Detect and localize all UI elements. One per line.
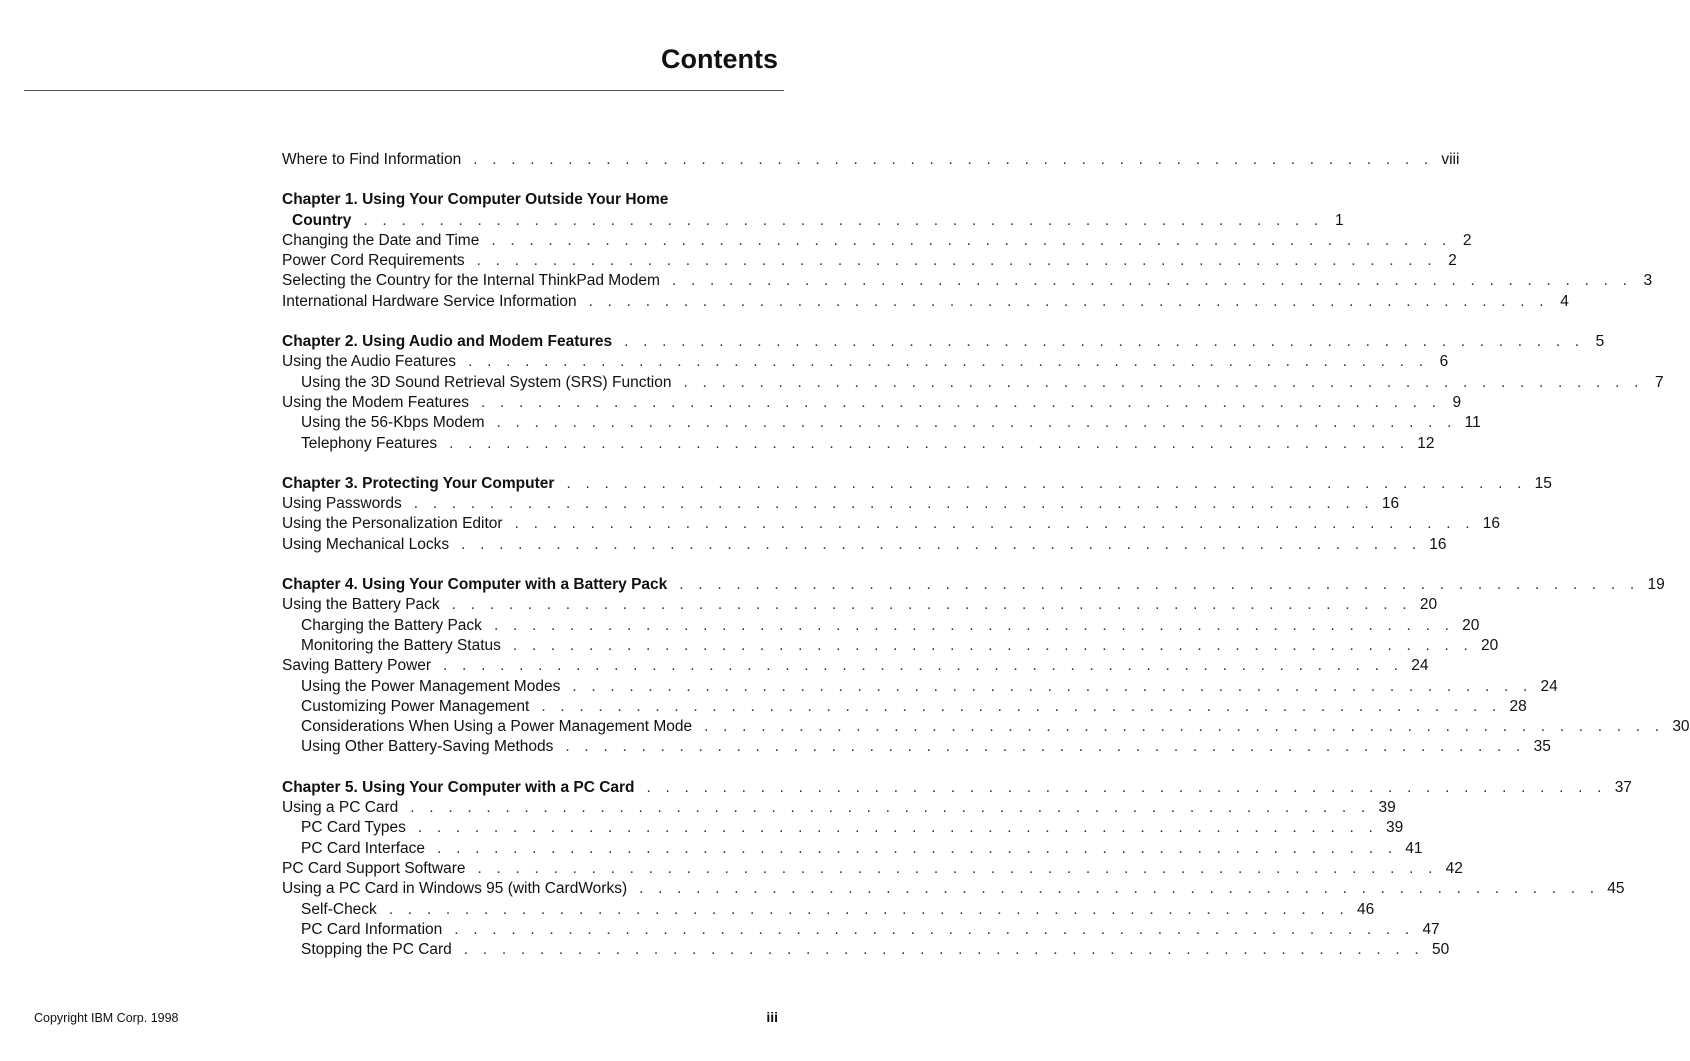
chapter-page: 19 <box>1647 576 1665 594</box>
toc-chapter-2 <box>282 332 1664 454</box>
dot-leader: . . . . . . . . . . . . . . . . . . . . . . . . . . . . . . . . . . . . . . . . . . . . . . . . . . . <box>461 535 1422 553</box>
toc-entry-page: 30 <box>1672 718 1690 736</box>
toc-entry-title: Changing the Date and Time <box>282 231 480 249</box>
dot-leader: . . . . . . . . . . . . . . . . . . . . . . . . . . . . . . . . . . . . . . . . . . . . . . . . . . . <box>363 211 1324 229</box>
toc-intro-group <box>282 150 1460 170</box>
toc-entry-title: Using a PC Card in Windows 95 (with CardWorks) <box>282 880 628 898</box>
dot-leader: . . . . . . . . . . . . . . . . . . . . . . . . . . . . . . . . . . . . . . . . . . . . . . . . . . . <box>480 393 1442 411</box>
toc-entry-title: Using Mechanical Locks <box>282 535 450 553</box>
dot-leader: . . . . . . . . . . . . . . . . . . . . . . . . . . . . . . . . . . . . . . . . . . . . . . . . . . . <box>410 799 1371 817</box>
toc-entry[interactable] <box>282 251 1457 271</box>
toc-subentry[interactable] <box>282 697 1527 717</box>
toc-subentry[interactable] <box>282 616 1480 636</box>
table-of-contents <box>282 150 1690 980</box>
toc-entry-page: 16 <box>1482 515 1500 533</box>
toc-subentry[interactable] <box>282 818 1404 838</box>
chapter-page: 37 <box>1614 778 1632 796</box>
toc-entry-title: Using the Personalization Editor <box>282 515 503 533</box>
toc-entry-page: 9 <box>1452 393 1462 411</box>
dot-leader: . . . . . . . . . . . . . . . . . . . . . . . . . . . . . . . . . . . . . . . . . . . . . . . . . . . <box>679 576 1640 594</box>
toc-entry[interactable] <box>282 150 1460 170</box>
chapter-page: 5 <box>1595 333 1605 351</box>
toc-entry-page: 42 <box>1445 859 1463 877</box>
toc-entry-page: viii <box>1441 151 1460 168</box>
toc-entry[interactable] <box>282 494 1400 514</box>
dot-leader: . . . . . . . . . . . . . . . . . . . . . . . . . . . . . . . . . . . . . . . . . . . . . . . . . . . <box>565 738 1526 756</box>
chapter-title: Chapter 3. Protecting Your Computer <box>282 474 555 492</box>
dot-leader: . . . . . . . . . . . . . . . . . . . . . . . . . . . . . . . . . . . . . . . . . . . . . . . . . . . <box>443 657 1404 675</box>
header-rule <box>24 90 784 91</box>
toc-entry-title: Saving Battery Power <box>282 657 432 675</box>
dot-leader: . . . . . . . . . . . . . . . . . . . . . . . . . . . . . . . . . . . . . . . . . . . . . . . . . . . <box>493 616 1455 634</box>
toc-entry[interactable] <box>282 231 1472 251</box>
toc-entry[interactable] <box>282 271 1653 291</box>
toc-entry-page: 50 <box>1431 941 1450 959</box>
toc-entry-title: Power Cord Requirements <box>282 252 465 270</box>
toc-entry-page: 24 <box>1540 677 1558 695</box>
chapter-title-continued: Country <box>292 211 352 229</box>
dot-leader: . . . . . . . . . . . . . . . . . . . . . . . . . . . . . . . . . . . . . . . . . . . . . . . . . . . <box>476 252 1437 270</box>
toc-entry-title: PC Card Interface <box>301 839 426 857</box>
toc-entry-page: 20 <box>1462 616 1480 634</box>
toc-entry-title: Using Other Battery-Saving Methods <box>301 738 554 756</box>
toc-entry-page: 24 <box>1411 657 1429 675</box>
toc-entry-title: International Hardware Service Information <box>282 292 577 310</box>
toc-entry-title: PC Card Types <box>301 819 406 837</box>
chapter-heading[interactable] <box>282 474 1552 494</box>
toc-entry-title: Considerations When Using a Power Management Mode <box>301 718 693 736</box>
toc-entry-page: 3 <box>1643 272 1653 290</box>
chapter-title: Chapter 5. Using Your Computer with a PC Card <box>282 778 635 796</box>
toc-entry-title: PC Card Information <box>301 920 443 938</box>
toc-entry-title: Self-Check <box>301 900 377 918</box>
chapter-heading-continued[interactable] <box>282 211 1344 231</box>
dot-leader: . . . . . . . . . . . . . . . . . . . . . . . . . . . . . . . . . . . . . . . . . . . . . . . . . . . <box>496 414 1457 432</box>
page-number: iii <box>766 1009 778 1025</box>
toc-subentry[interactable] <box>282 900 1375 920</box>
toc-entry-title: Customizing Power Management <box>301 697 530 715</box>
toc-entry-page: 45 <box>1607 880 1625 898</box>
dot-leader: . . . . . . . . . . . . . . . . . . . . . . . . . . . . . . . . . . . . . . . . . . . . . . . . . . . <box>572 677 1533 695</box>
toc-entry-page: 11 <box>1464 414 1481 432</box>
toc-subentry[interactable] <box>282 737 1551 757</box>
toc-subentry[interactable] <box>282 636 1499 656</box>
toc-entry-page: 16 <box>1381 495 1400 513</box>
dot-leader: . . . . . . . . . . . . . . . . . . . . . . . . . . . . . . . . . . . . . . . . . . . . . . . . . . . <box>449 434 1410 452</box>
chapter-title: Chapter 4. Using Your Computer with a Battery Pack <box>282 576 668 594</box>
toc-subentry[interactable] <box>282 839 1423 859</box>
chapter-heading[interactable] <box>282 778 1632 798</box>
toc-entry[interactable] <box>282 798 1396 818</box>
toc-entry-page: 41 <box>1405 839 1423 857</box>
toc-chapter-1 <box>282 190 1653 312</box>
toc-subentry[interactable] <box>282 920 1440 940</box>
dot-leader: . . . . . . . . . . . . . . . . . . . . . . . . . . . . . . . . . . . . . . . . . . . . . . . . . . . <box>541 697 1502 715</box>
toc-entry[interactable] <box>282 879 1625 899</box>
dot-leader: . . . . . . . . . . . . . . . . . . . . . . . . . . . . . . . . . . . . . . . . . . . . . . . . . . . <box>704 718 1665 736</box>
dot-leader: . . . . . . . . . . . . . . . . . . . . . . . . . . . . . . . . . . . . . . . . . . . . . . . . . . . <box>413 495 1374 513</box>
toc-entry-title: Monitoring the Battery Status <box>301 636 501 654</box>
dot-leader: . . . . . . . . . . . . . . . . . . . . . . . . . . . . . . . . . . . . . . . . . . . . . . . . . . . <box>454 920 1415 938</box>
toc-entry-page: 47 <box>1422 920 1440 938</box>
toc-subentry[interactable] <box>282 413 1481 433</box>
toc-entry-page: 46 <box>1356 900 1375 918</box>
dot-leader: . . . . . . . . . . . . . . . . . . . . . . . . . . . . . . . . . . . . . . . . . . . . . . . . . . . <box>473 151 1434 168</box>
dot-leader: . . . . . . . . . . . . . . . . . . . . . . . . . . . . . . . . . . . . . . . . . . . . . . . . . . . <box>437 839 1398 857</box>
dot-leader: . . . . . . . . . . . . . . . . . . . . . . . . . . . . . . . . . . . . . . . . . . . . . . . . . . . <box>566 474 1527 492</box>
toc-entry-title: Using the Modem Features <box>282 393 469 411</box>
dot-leader: . . . . . . . . . . . . . . . . . . . . . . . . . . . . . . . . . . . . . . . . . . . . . . . . . . . <box>683 373 1644 391</box>
toc-chapter-3 <box>282 474 1552 555</box>
toc-entry-page: 2 <box>1448 252 1457 270</box>
toc-subentry[interactable] <box>282 373 1664 393</box>
page-title: Contents <box>661 44 778 74</box>
toc-entry[interactable] <box>282 535 1447 555</box>
toc-chapter-5 <box>282 778 1632 961</box>
dot-leader: . . . . . . . . . . . . . . . . . . . . . . . . . . . . . . . . . . . . . . . . . . . . . . . . . . . <box>624 333 1585 351</box>
toc-entry-page: 2 <box>1462 231 1472 249</box>
toc-entry[interactable] <box>282 393 1462 413</box>
chapter-heading[interactable]: Chapter 1. Using Your Computer Outside Your Home <box>282 191 669 209</box>
chapter-heading[interactable] <box>282 575 1665 595</box>
toc-entry-title: Charging the Battery Pack <box>301 616 482 634</box>
dot-leader: . . . . . . . . . . . . . . . . . . . . . . . . . . . . . . . . . . . . . . . . . . . . . . . . . . . <box>417 819 1378 837</box>
dot-leader: . . . . . . . . . . . . . . . . . . . . . . . . . . . . . . . . . . . . . . . . . . . . . . . . . . . <box>646 778 1607 796</box>
dot-leader: . . . . . . . . . . . . . . . . . . . . . . . . . . . . . . . . . . . . . . . . . . . . . . . . . . . <box>463 941 1424 959</box>
toc-entry[interactable] <box>282 595 1438 615</box>
dot-leader: . . . . . . . . . . . . . . . . . . . . . . . . . . . . . . . . . . . . . . . . . . . . . . . . . . . <box>477 859 1438 877</box>
toc-subentry[interactable] <box>282 434 1435 454</box>
toc-entry-title: PC Card Support Software <box>282 859 466 877</box>
toc-entry-page: 12 <box>1417 434 1435 452</box>
toc-subentry[interactable] <box>282 677 1558 697</box>
toc-entry-page: 20 <box>1481 636 1499 654</box>
toc-entry-title: Using the 3D Sound Retrieval System (SRS) Function <box>301 373 672 391</box>
toc-entry-title: Using the Power Management Modes <box>301 677 561 695</box>
toc-entry[interactable] <box>282 352 1449 372</box>
toc-chapter-4 <box>282 575 1690 758</box>
toc-entry-title: Using a PC Card <box>282 799 399 817</box>
toc-entry-page: 28 <box>1509 697 1527 715</box>
toc-entry-title: Using the Battery Pack <box>282 596 440 614</box>
toc-subentry[interactable] <box>282 940 1450 960</box>
toc-entry-page: 4 <box>1560 292 1569 310</box>
dot-leader: . . . . . . . . . . . . . . . . . . . . . . . . . . . . . . . . . . . . . . . . . . . . . . . . . . . <box>512 636 1474 654</box>
toc-entry-title: Using the Audio Features <box>282 353 457 371</box>
toc-entry-title: Selecting the Country for the Internal ThinkPad Modem <box>282 272 660 290</box>
toc-entry-title: Using Passwords <box>282 495 402 513</box>
dot-leader: . . . . . . . . . . . . . . . . . . . . . . . . . . . . . . . . . . . . . . . . . . . . . . . . . . . <box>514 515 1475 533</box>
dot-leader: . . . . . . . . . . . . . . . . . . . . . . . . . . . . . . . . . . . . . . . . . . . . . . . . . . . <box>491 231 1452 249</box>
toc-entry[interactable] <box>282 514 1500 534</box>
toc-entry-page: 35 <box>1533 738 1551 756</box>
toc-subentry[interactable] <box>282 717 1690 737</box>
toc-entry[interactable] <box>282 656 1429 676</box>
copyright-footer: Copyright IBM Corp. 1998 <box>34 1011 179 1025</box>
toc-entry-title: Telephony Features <box>301 434 438 452</box>
toc-entry[interactable] <box>282 859 1463 879</box>
chapter-page: 1 <box>1334 211 1344 229</box>
toc-entry-page: 39 <box>1385 819 1404 837</box>
toc-entry-page: 6 <box>1439 353 1449 371</box>
toc-entry-page: 39 <box>1378 799 1396 817</box>
toc-entry-page: 7 <box>1654 373 1664 391</box>
chapter-page: 15 <box>1534 474 1552 492</box>
toc-entry-page: 16 <box>1429 535 1447 553</box>
dot-leader: . . . . . . . . . . . . . . . . . . . . . . . . . . . . . . . . . . . . . . . . . . . . . . . . . . . <box>588 292 1549 310</box>
toc-entry-title: Where to Find Information <box>282 151 462 168</box>
dot-leader: . . . . . . . . . . . . . . . . . . . . . . . . . . . . . . . . . . . . . . . . . . . . . . . . . . . <box>451 596 1412 614</box>
dot-leader: . . . . . . . . . . . . . . . . . . . . . . . . . . . . . . . . . . . . . . . . . . . . . . . . . . . <box>639 880 1600 898</box>
toc-entry-title: Stopping the PC Card <box>301 941 452 959</box>
toc-entry[interactable] <box>282 292 1569 312</box>
toc-entry-title: Using the 56-Kbps Modem <box>301 414 485 432</box>
dot-leader: . . . . . . . . . . . . . . . . . . . . . . . . . . . . . . . . . . . . . . . . . . . . . . . . . . . <box>468 353 1429 371</box>
dot-leader: . . . . . . . . . . . . . . . . . . . . . . . . . . . . . . . . . . . . . . . . . . . . . . . . . . . <box>671 272 1633 290</box>
chapter-title: Chapter 2. Using Audio and Modem Features <box>282 333 613 351</box>
toc-entry-page: 20 <box>1419 596 1438 614</box>
dot-leader: . . . . . . . . . . . . . . . . . . . . . . . . . . . . . . . . . . . . . . . . . . . . . . . . . . . <box>388 900 1349 918</box>
chapter-heading[interactable] <box>282 332 1605 352</box>
